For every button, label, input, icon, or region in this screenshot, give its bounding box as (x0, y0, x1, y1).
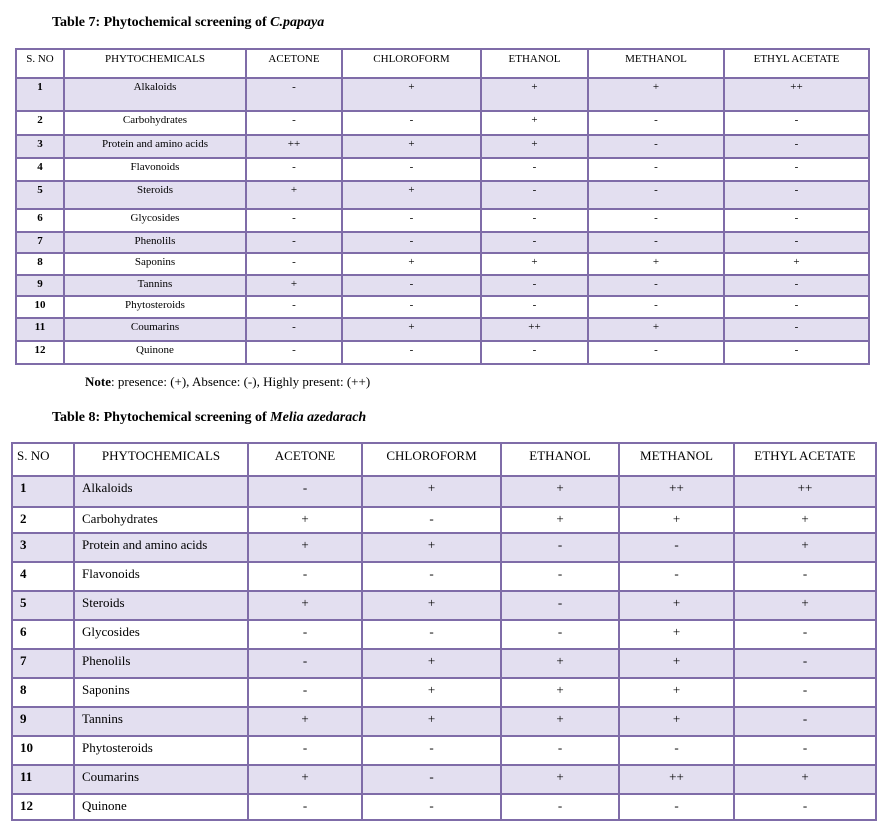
serial-number-cell: 12 (12, 794, 74, 820)
serial-number-cell: 8 (16, 253, 64, 275)
result-cell: + (734, 591, 876, 620)
result-cell: + (619, 620, 734, 649)
table8-header-cell: CHLOROFORM (362, 443, 501, 476)
result-cell: + (342, 253, 481, 275)
table8-header-cell: ETHANOL (501, 443, 619, 476)
phytochemical-name-cell: Saponins (74, 678, 248, 707)
result-cell: + (501, 765, 619, 794)
table8-caption (52, 410, 366, 426)
table8-row (12, 507, 876, 533)
serial-number-cell: 8 (12, 678, 74, 707)
serial-number-cell: 3 (16, 135, 64, 158)
table8-header-cell: ACETONE (248, 443, 362, 476)
phytochemical-name-cell: Protein and amino acids (64, 135, 246, 158)
result-cell: - (481, 209, 588, 232)
result-cell: - (734, 707, 876, 736)
result-cell: - (246, 232, 342, 253)
result-cell: + (362, 533, 501, 562)
table7-header-row (16, 49, 869, 78)
result-cell: + (246, 275, 342, 296)
phytochemical-name-cell: Carbohydrates (74, 507, 248, 533)
serial-number-cell: 10 (12, 736, 74, 765)
result-cell: - (619, 794, 734, 820)
result-cell: - (588, 341, 724, 364)
serial-number-cell: 1 (12, 476, 74, 507)
result-cell: ++ (619, 476, 734, 507)
serial-number-cell: 4 (12, 562, 74, 591)
result-cell: - (588, 158, 724, 181)
result-cell: - (362, 507, 501, 533)
result-cell: - (619, 533, 734, 562)
result-cell: - (362, 794, 501, 820)
serial-number-cell: 9 (16, 275, 64, 296)
result-cell: + (342, 318, 481, 341)
result-cell: - (619, 736, 734, 765)
result-cell: - (724, 232, 869, 253)
phytochemical-name-cell: Flavonoids (64, 158, 246, 181)
table7-header-cell: ETHANOL (481, 49, 588, 78)
result-cell: + (588, 253, 724, 275)
result-cell: + (619, 649, 734, 678)
table8-header-cell: PHYTOCHEMICALS (74, 443, 248, 476)
result-cell: - (588, 135, 724, 158)
result-cell: - (481, 158, 588, 181)
result-cell: - (724, 209, 869, 232)
result-cell: ++ (734, 476, 876, 507)
result-cell: - (734, 678, 876, 707)
result-cell: + (588, 318, 724, 341)
table7-row (16, 318, 869, 341)
result-cell: + (481, 253, 588, 275)
table7-note (85, 374, 370, 390)
result-cell: - (481, 296, 588, 318)
table7-row (16, 232, 869, 253)
serial-number-cell: 10 (16, 296, 64, 318)
result-cell: + (481, 135, 588, 158)
serial-number-cell: 9 (12, 707, 74, 736)
serial-number-cell: 1 (16, 78, 64, 111)
table7-row (16, 181, 869, 209)
serial-number-cell: 4 (16, 158, 64, 181)
result-cell: + (362, 649, 501, 678)
result-cell: - (342, 111, 481, 135)
result-cell: - (734, 794, 876, 820)
result-cell: + (248, 507, 362, 533)
result-cell: + (588, 78, 724, 111)
table8-row (12, 794, 876, 820)
result-cell: - (248, 736, 362, 765)
table7-row (16, 158, 869, 181)
result-cell: - (724, 341, 869, 364)
table7-row (16, 209, 869, 232)
table8-row (12, 476, 876, 507)
table7-caption (52, 15, 324, 31)
result-cell: + (362, 476, 501, 507)
table7-header-cell: METHANOL (588, 49, 724, 78)
table7-row (16, 341, 869, 364)
phytochemical-name-cell: Steroids (64, 181, 246, 209)
phytochemical-name-cell: Phytosteroids (74, 736, 248, 765)
phytochemical-name-cell: Saponins (64, 253, 246, 275)
table8-row (12, 591, 876, 620)
serial-number-cell: 6 (12, 620, 74, 649)
phytochemical-name-cell: Alkaloids (64, 78, 246, 111)
result-cell: ++ (724, 78, 869, 111)
table8-row (12, 765, 876, 794)
result-cell: - (342, 158, 481, 181)
result-cell: - (724, 181, 869, 209)
result-cell: - (501, 794, 619, 820)
result-cell: + (248, 533, 362, 562)
phytochemical-name-cell: Phenolils (74, 649, 248, 678)
result-cell: - (362, 736, 501, 765)
result-cell: - (588, 181, 724, 209)
serial-number-cell: 12 (16, 341, 64, 364)
result-cell: + (501, 649, 619, 678)
result-cell: + (248, 765, 362, 794)
result-cell: + (619, 591, 734, 620)
result-cell: + (481, 78, 588, 111)
result-cell: - (248, 649, 362, 678)
result-cell: + (342, 78, 481, 111)
result-cell: - (481, 275, 588, 296)
result-cell: - (588, 209, 724, 232)
table8-row (12, 649, 876, 678)
table7-header-cell: CHLOROFORM (342, 49, 481, 78)
result-cell: - (724, 135, 869, 158)
result-cell: - (362, 620, 501, 649)
serial-number-cell: 5 (16, 181, 64, 209)
result-cell: - (724, 111, 869, 135)
table8-caption-prefix: Table 8: Phytochemical screening of (52, 410, 271, 425)
result-cell: - (248, 678, 362, 707)
table7-header-cell: PHYTOCHEMICALS (64, 49, 246, 78)
result-cell: + (724, 253, 869, 275)
table7-header-cell: S. NO (16, 49, 64, 78)
result-cell: - (619, 562, 734, 591)
phytochemical-name-cell: Carbohydrates (64, 111, 246, 135)
table8-row (12, 620, 876, 649)
result-cell: + (734, 507, 876, 533)
result-cell: + (734, 765, 876, 794)
result-cell: + (501, 476, 619, 507)
table8-header-cell: METHANOL (619, 443, 734, 476)
result-cell: - (501, 533, 619, 562)
table7-phytochemical-screening (15, 48, 870, 365)
phytochemical-name-cell: Tannins (64, 275, 246, 296)
table7-row (16, 135, 869, 158)
result-cell: - (501, 620, 619, 649)
result-cell: - (246, 158, 342, 181)
result-cell: - (362, 765, 501, 794)
result-cell: - (246, 111, 342, 135)
serial-number-cell: 11 (16, 318, 64, 341)
table7-header-cell: ACETONE (246, 49, 342, 78)
result-cell: + (501, 507, 619, 533)
table8-row (12, 533, 876, 562)
result-cell: - (362, 562, 501, 591)
result-cell: - (481, 341, 588, 364)
table8-header-cell: S. NO (12, 443, 74, 476)
table7-row (16, 253, 869, 275)
phytochemical-name-cell: Coumarins (64, 318, 246, 341)
result-cell: - (588, 111, 724, 135)
result-cell: - (481, 232, 588, 253)
table8-row (12, 707, 876, 736)
result-cell: - (246, 78, 342, 111)
result-cell: - (342, 232, 481, 253)
result-cell: - (734, 736, 876, 765)
result-cell: - (342, 341, 481, 364)
result-cell: + (246, 181, 342, 209)
note-label: Note (85, 374, 111, 389)
result-cell: - (724, 275, 869, 296)
result-cell: + (619, 707, 734, 736)
result-cell: - (501, 736, 619, 765)
result-cell: + (362, 591, 501, 620)
result-cell: - (734, 620, 876, 649)
phytochemical-name-cell: Tannins (74, 707, 248, 736)
serial-number-cell: 5 (12, 591, 74, 620)
result-cell: - (246, 296, 342, 318)
serial-number-cell: 3 (12, 533, 74, 562)
table8-caption-species: Melia azedarach (270, 410, 367, 425)
table7-row (16, 296, 869, 318)
result-cell: + (734, 533, 876, 562)
result-cell: - (501, 562, 619, 591)
result-cell: ++ (481, 318, 588, 341)
result-cell: - (724, 296, 869, 318)
table8-phytochemical-screening (11, 442, 877, 821)
result-cell: - (342, 209, 481, 232)
result-cell: - (246, 209, 342, 232)
phytochemical-name-cell: Phytosteroids (64, 296, 246, 318)
result-cell: - (588, 232, 724, 253)
result-cell: - (588, 275, 724, 296)
result-cell: - (246, 318, 342, 341)
result-cell: - (246, 253, 342, 275)
serial-number-cell: 2 (12, 507, 74, 533)
table8-row (12, 736, 876, 765)
phytochemical-name-cell: Phenolils (64, 232, 246, 253)
phytochemical-name-cell: Protein and amino acids (74, 533, 248, 562)
result-cell: - (342, 296, 481, 318)
result-cell: + (342, 135, 481, 158)
serial-number-cell: 7 (16, 232, 64, 253)
result-cell: - (248, 476, 362, 507)
phytochemical-name-cell: Glycosides (74, 620, 248, 649)
result-cell: + (481, 111, 588, 135)
table7-row (16, 111, 869, 135)
result-cell: - (481, 181, 588, 209)
table7-caption-species: C.papaya (270, 15, 325, 30)
result-cell: - (734, 562, 876, 591)
result-cell: - (734, 649, 876, 678)
result-cell: + (248, 591, 362, 620)
result-cell: - (248, 794, 362, 820)
phytochemical-name-cell: Flavonoids (74, 562, 248, 591)
serial-number-cell: 2 (16, 111, 64, 135)
result-cell: - (342, 275, 481, 296)
table8-header-cell: ETHYL ACETATE (734, 443, 876, 476)
phytochemical-name-cell: Glycosides (64, 209, 246, 232)
result-cell: + (342, 181, 481, 209)
result-cell: ++ (619, 765, 734, 794)
phytochemical-name-cell: Steroids (74, 591, 248, 620)
result-cell: + (248, 707, 362, 736)
result-cell: + (501, 678, 619, 707)
result-cell: - (248, 620, 362, 649)
table8-header-row (12, 443, 876, 476)
table7-caption-prefix: Table 7: Phytochemical screening of (52, 15, 271, 30)
table8-row (12, 562, 876, 591)
table7-row (16, 78, 869, 111)
result-cell: - (248, 562, 362, 591)
result-cell: - (246, 341, 342, 364)
result-cell: + (362, 678, 501, 707)
result-cell: + (619, 507, 734, 533)
serial-number-cell: 6 (16, 209, 64, 232)
table7-row (16, 275, 869, 296)
serial-number-cell: 7 (12, 649, 74, 678)
note-text: : presence: (+), Absence: (-), Highly present: (++) (111, 374, 371, 389)
result-cell: + (619, 678, 734, 707)
phytochemical-name-cell: Coumarins (74, 765, 248, 794)
table8-row (12, 678, 876, 707)
result-cell: - (588, 296, 724, 318)
phytochemical-name-cell: Quinone (74, 794, 248, 820)
result-cell: + (501, 707, 619, 736)
table7-header-cell: ETHYL ACETATE (724, 49, 869, 78)
result-cell: - (501, 591, 619, 620)
result-cell: ++ (246, 135, 342, 158)
result-cell: - (724, 158, 869, 181)
phytochemical-name-cell: Quinone (64, 341, 246, 364)
result-cell: - (724, 318, 869, 341)
phytochemical-name-cell: Alkaloids (74, 476, 248, 507)
serial-number-cell: 11 (12, 765, 74, 794)
result-cell: + (362, 707, 501, 736)
